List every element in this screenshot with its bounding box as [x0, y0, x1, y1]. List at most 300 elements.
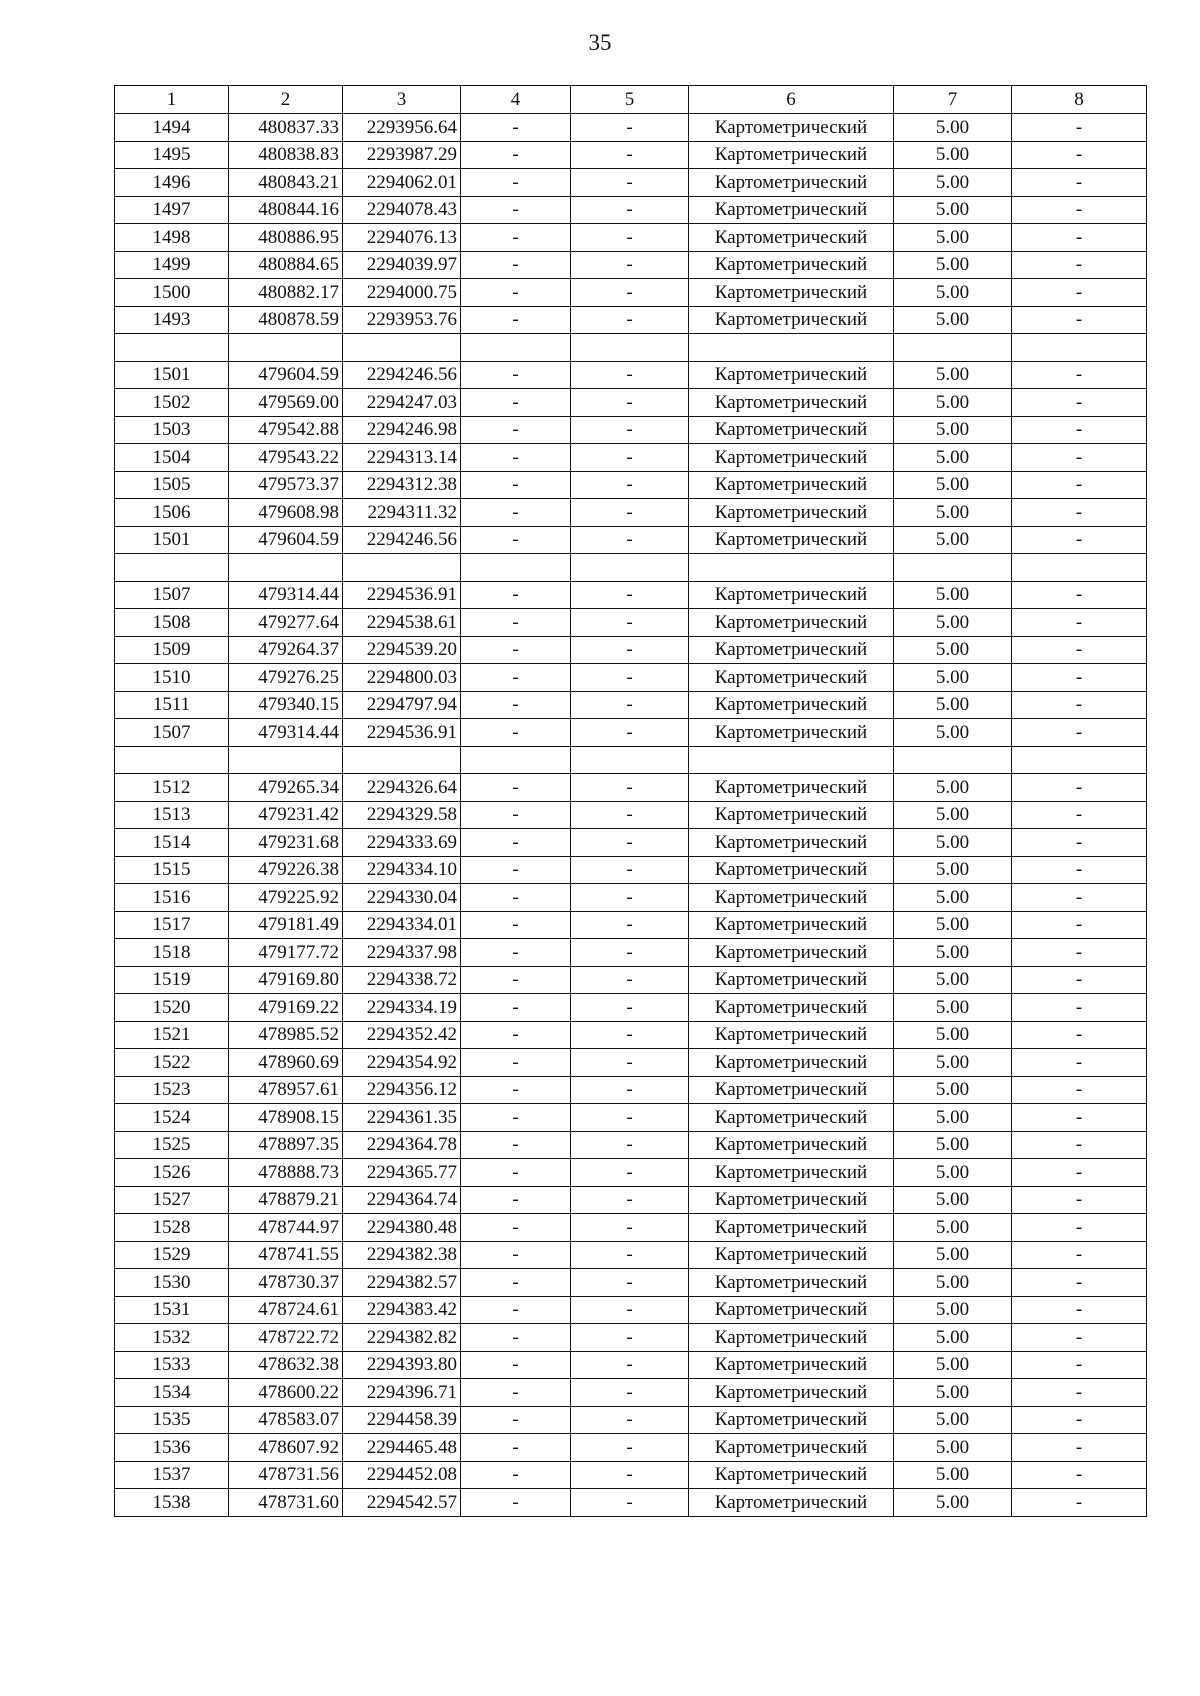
x-coordinate-cell: 479604.59 [229, 526, 343, 554]
table-row [115, 1489, 1147, 1517]
col-8-cell: - [1012, 1461, 1147, 1489]
method-cell: Картометрический [689, 911, 894, 939]
method-cell: Картометрический [689, 416, 894, 444]
col-5-cell: - [571, 774, 689, 802]
x-coordinate-cell: 478600.22 [229, 1379, 343, 1407]
accuracy-cell: 5.00 [894, 471, 1012, 499]
col-4-cell: - [461, 306, 571, 334]
method-cell: Картометрический [689, 1296, 894, 1324]
col-4-cell: - [461, 664, 571, 692]
point-number-cell: 1511 [115, 691, 229, 719]
point-number-cell: 1529 [115, 1241, 229, 1269]
col-8-cell: - [1012, 1076, 1147, 1104]
accuracy-cell [894, 334, 1012, 362]
table-row [115, 1406, 1147, 1434]
table-row [115, 389, 1147, 417]
point-number-cell: 1526 [115, 1159, 229, 1187]
col-8-cell: - [1012, 1049, 1147, 1077]
method-cell: Картометрический [689, 114, 894, 142]
x-coordinate-cell: 479542.88 [229, 416, 343, 444]
x-coordinate-cell [229, 334, 343, 362]
col-4-cell: - [461, 1296, 571, 1324]
col-5-cell: - [571, 1131, 689, 1159]
col-4-cell: - [461, 691, 571, 719]
point-number-cell: 1506 [115, 499, 229, 527]
col-8-cell: - [1012, 801, 1147, 829]
y-coordinate-cell: 2293987.29 [343, 141, 461, 169]
col-4-cell: - [461, 1434, 571, 1462]
accuracy-cell: 5.00 [894, 169, 1012, 197]
col-4-cell: - [461, 361, 571, 389]
point-number-cell: 1508 [115, 609, 229, 637]
col-5-cell [571, 554, 689, 582]
col-5-cell: - [571, 609, 689, 637]
col-8-cell: - [1012, 1159, 1147, 1187]
point-number-cell: 1536 [115, 1434, 229, 1462]
accuracy-cell: 5.00 [894, 1076, 1012, 1104]
col-4-cell: - [461, 526, 571, 554]
x-coordinate-cell: 479265.34 [229, 774, 343, 802]
accuracy-cell: 5.00 [894, 939, 1012, 967]
method-cell: Картометрический [689, 224, 894, 252]
point-number-cell: 1499 [115, 251, 229, 279]
col-8-cell [1012, 334, 1147, 362]
y-coordinate-cell: 2294000.75 [343, 279, 461, 307]
table-row [115, 636, 1147, 664]
x-coordinate-cell: 478722.72 [229, 1324, 343, 1352]
col-8-cell: - [1012, 141, 1147, 169]
col-5-cell: - [571, 526, 689, 554]
col-8-cell: - [1012, 774, 1147, 802]
col-8-cell: - [1012, 911, 1147, 939]
x-coordinate-cell: 479543.22 [229, 444, 343, 472]
point-number-cell: 1528 [115, 1214, 229, 1242]
col-5-cell: - [571, 829, 689, 857]
y-coordinate-cell: 2294382.82 [343, 1324, 461, 1352]
col-4-cell: - [461, 1241, 571, 1269]
table-row [115, 444, 1147, 472]
method-cell: Картометрический [689, 1186, 894, 1214]
method-cell: Картометрический [689, 1021, 894, 1049]
col-8-cell: - [1012, 1104, 1147, 1132]
method-cell: Картометрический [689, 1076, 894, 1104]
table-row [115, 1461, 1147, 1489]
y-coordinate-cell: 2294538.61 [343, 609, 461, 637]
point-number-cell: 1527 [115, 1186, 229, 1214]
col-8-cell: - [1012, 361, 1147, 389]
table-row [115, 1104, 1147, 1132]
header-cell-1: 1 [115, 86, 229, 114]
x-coordinate-cell: 478985.52 [229, 1021, 343, 1049]
accuracy-cell: 5.00 [894, 499, 1012, 527]
header-cell-7: 7 [894, 86, 1012, 114]
col-8-cell: - [1012, 939, 1147, 967]
table-row [115, 884, 1147, 912]
y-coordinate-cell [343, 554, 461, 582]
table-row [115, 581, 1147, 609]
y-coordinate-cell: 2294542.57 [343, 1489, 461, 1517]
method-cell: Картометрический [689, 636, 894, 664]
y-coordinate-cell: 2294062.01 [343, 169, 461, 197]
table-row [115, 114, 1147, 142]
col-4-cell: - [461, 1461, 571, 1489]
col-4-cell: - [461, 884, 571, 912]
x-coordinate-cell: 479276.25 [229, 664, 343, 692]
y-coordinate-cell: 2294364.74 [343, 1186, 461, 1214]
col-5-cell: - [571, 994, 689, 1022]
accuracy-cell: 5.00 [894, 994, 1012, 1022]
y-coordinate-cell: 2294364.78 [343, 1131, 461, 1159]
col-4-cell: - [461, 251, 571, 279]
accuracy-cell: 5.00 [894, 141, 1012, 169]
point-number-cell: 1514 [115, 829, 229, 857]
table-row [115, 251, 1147, 279]
point-number-cell: 1537 [115, 1461, 229, 1489]
y-coordinate-cell: 2294800.03 [343, 664, 461, 692]
accuracy-cell: 5.00 [894, 196, 1012, 224]
y-coordinate-cell: 2294338.72 [343, 966, 461, 994]
col-5-cell: - [571, 1461, 689, 1489]
y-coordinate-cell: 2294536.91 [343, 581, 461, 609]
accuracy-cell: 5.00 [894, 1296, 1012, 1324]
table-row [115, 1324, 1147, 1352]
accuracy-cell: 5.00 [894, 114, 1012, 142]
method-cell: Картометрический [689, 939, 894, 967]
x-coordinate-cell: 478731.60 [229, 1489, 343, 1517]
col-5-cell: - [571, 719, 689, 747]
point-number-cell: 1524 [115, 1104, 229, 1132]
accuracy-cell: 5.00 [894, 1214, 1012, 1242]
point-number-cell: 1530 [115, 1269, 229, 1297]
method-cell: Картометрический [689, 279, 894, 307]
y-coordinate-cell: 2294334.19 [343, 994, 461, 1022]
accuracy-cell: 5.00 [894, 1406, 1012, 1434]
col-5-cell: - [571, 884, 689, 912]
col-8-cell: - [1012, 526, 1147, 554]
point-number-cell: 1521 [115, 1021, 229, 1049]
col-4-cell: - [461, 196, 571, 224]
accuracy-cell: 5.00 [894, 1434, 1012, 1462]
accuracy-cell: 5.00 [894, 609, 1012, 637]
table-row [115, 939, 1147, 967]
col-5-cell: - [571, 856, 689, 884]
point-number-cell: 1512 [115, 774, 229, 802]
x-coordinate-cell: 478583.07 [229, 1406, 343, 1434]
x-coordinate-cell: 479231.42 [229, 801, 343, 829]
y-coordinate-cell: 2294312.38 [343, 471, 461, 499]
table-row [115, 196, 1147, 224]
point-number-cell: 1497 [115, 196, 229, 224]
col-5-cell: - [571, 1324, 689, 1352]
x-coordinate-cell: 479608.98 [229, 499, 343, 527]
accuracy-cell [894, 554, 1012, 582]
y-coordinate-cell: 2294354.92 [343, 1049, 461, 1077]
col-8-cell: - [1012, 224, 1147, 252]
table-row [115, 1131, 1147, 1159]
table-row [115, 1434, 1147, 1462]
col-4-cell: - [461, 609, 571, 637]
y-coordinate-cell: 2294326.64 [343, 774, 461, 802]
method-cell: Картометрический [689, 471, 894, 499]
table-row [115, 801, 1147, 829]
col-5-cell: - [571, 801, 689, 829]
accuracy-cell: 5.00 [894, 1269, 1012, 1297]
y-coordinate-cell: 2294337.98 [343, 939, 461, 967]
method-cell: Картометрический [689, 1324, 894, 1352]
point-number-cell: 1507 [115, 581, 229, 609]
col-4-cell: - [461, 1104, 571, 1132]
col-5-cell [571, 746, 689, 774]
col-5-cell: - [571, 1434, 689, 1462]
table-row [115, 1021, 1147, 1049]
table-row [115, 774, 1147, 802]
col-5-cell: - [571, 1241, 689, 1269]
y-coordinate-cell [343, 334, 461, 362]
accuracy-cell: 5.00 [894, 691, 1012, 719]
col-8-cell: - [1012, 1021, 1147, 1049]
method-cell: Картометрический [689, 801, 894, 829]
point-number-cell: 1496 [115, 169, 229, 197]
col-5-cell: - [571, 581, 689, 609]
col-8-cell: - [1012, 114, 1147, 142]
method-cell: Картометрический [689, 581, 894, 609]
point-number-cell: 1538 [115, 1489, 229, 1517]
y-coordinate-cell: 2294329.58 [343, 801, 461, 829]
table-row [115, 169, 1147, 197]
method-cell: Картометрический [689, 1269, 894, 1297]
col-8-cell [1012, 554, 1147, 582]
header-cell-2: 2 [229, 86, 343, 114]
accuracy-cell: 5.00 [894, 444, 1012, 472]
method-cell: Картометрический [689, 526, 894, 554]
col-5-cell: - [571, 499, 689, 527]
table-row [115, 1159, 1147, 1187]
accuracy-cell: 5.00 [894, 636, 1012, 664]
col-4-cell: - [461, 1021, 571, 1049]
col-4-cell: - [461, 856, 571, 884]
y-coordinate-cell: 2294078.43 [343, 196, 461, 224]
method-cell: Картометрический [689, 856, 894, 884]
method-cell: Картометрический [689, 774, 894, 802]
x-coordinate-cell: 478908.15 [229, 1104, 343, 1132]
col-4-cell: - [461, 499, 571, 527]
point-number-cell: 1513 [115, 801, 229, 829]
col-8-cell: - [1012, 691, 1147, 719]
accuracy-cell: 5.00 [894, 251, 1012, 279]
point-number-cell: 1507 [115, 719, 229, 747]
accuracy-cell: 5.00 [894, 1379, 1012, 1407]
col-5-cell: - [571, 196, 689, 224]
table-row [115, 1214, 1147, 1242]
table-row [115, 279, 1147, 307]
col-8-cell: - [1012, 1296, 1147, 1324]
table-row [115, 1049, 1147, 1077]
header-cell-5: 5 [571, 86, 689, 114]
col-4-cell: - [461, 581, 571, 609]
x-coordinate-cell: 479181.49 [229, 911, 343, 939]
point-number-cell: 1523 [115, 1076, 229, 1104]
col-4-cell: - [461, 444, 571, 472]
table-row [115, 306, 1147, 334]
col-8-cell: - [1012, 1406, 1147, 1434]
method-cell [689, 746, 894, 774]
table-row [115, 1241, 1147, 1269]
y-coordinate-cell: 2294465.48 [343, 1434, 461, 1462]
col-4-cell: - [461, 1406, 571, 1434]
table-row [115, 691, 1147, 719]
x-coordinate-cell: 480843.21 [229, 169, 343, 197]
x-coordinate-cell: 478897.35 [229, 1131, 343, 1159]
col-8-cell: - [1012, 636, 1147, 664]
method-cell [689, 554, 894, 582]
method-cell: Картометрический [689, 1406, 894, 1434]
table-row [115, 141, 1147, 169]
method-cell: Картометрический [689, 691, 894, 719]
col-8-cell: - [1012, 1186, 1147, 1214]
x-coordinate-cell: 480878.59 [229, 306, 343, 334]
col-5-cell: - [571, 1269, 689, 1297]
accuracy-cell: 5.00 [894, 1461, 1012, 1489]
col-8-cell: - [1012, 719, 1147, 747]
col-8-cell: - [1012, 1214, 1147, 1242]
accuracy-cell: 5.00 [894, 829, 1012, 857]
point-number-cell [115, 554, 229, 582]
y-coordinate-cell: 2294797.94 [343, 691, 461, 719]
col-8-cell: - [1012, 169, 1147, 197]
point-number-cell: 1500 [115, 279, 229, 307]
x-coordinate-cell: 479314.44 [229, 581, 343, 609]
method-cell: Картометрический [689, 966, 894, 994]
y-coordinate-cell: 2293956.64 [343, 114, 461, 142]
col-5-cell: - [571, 1214, 689, 1242]
x-coordinate-cell: 479169.22 [229, 994, 343, 1022]
col-4-cell: - [461, 636, 571, 664]
method-cell: Картометрический [689, 196, 894, 224]
col-4-cell: - [461, 389, 571, 417]
point-number-cell: 1503 [115, 416, 229, 444]
col-4-cell: - [461, 1049, 571, 1077]
accuracy-cell: 5.00 [894, 1104, 1012, 1132]
col-5-cell: - [571, 224, 689, 252]
accuracy-cell: 5.00 [894, 306, 1012, 334]
accuracy-cell [894, 746, 1012, 774]
col-5-cell: - [571, 1049, 689, 1077]
header-cell-3: 3 [343, 86, 461, 114]
table-row [115, 856, 1147, 884]
col-4-cell: - [461, 1214, 571, 1242]
method-cell: Картометрический [689, 1489, 894, 1517]
point-number-cell: 1502 [115, 389, 229, 417]
col-8-cell: - [1012, 1489, 1147, 1517]
col-8-cell: - [1012, 416, 1147, 444]
accuracy-cell: 5.00 [894, 581, 1012, 609]
x-coordinate-cell: 480886.95 [229, 224, 343, 252]
x-coordinate-cell: 478960.69 [229, 1049, 343, 1077]
method-cell: Картометрический [689, 389, 894, 417]
accuracy-cell: 5.00 [894, 1131, 1012, 1159]
col-8-cell: - [1012, 1241, 1147, 1269]
x-coordinate-cell [229, 746, 343, 774]
col-4-cell [461, 746, 571, 774]
col-5-cell: - [571, 691, 689, 719]
y-coordinate-cell [343, 746, 461, 774]
col-5-cell: - [571, 306, 689, 334]
point-number-cell [115, 334, 229, 362]
col-8-cell: - [1012, 1131, 1147, 1159]
table-row [115, 1379, 1147, 1407]
y-coordinate-cell: 2294458.39 [343, 1406, 461, 1434]
accuracy-cell: 5.00 [894, 801, 1012, 829]
coordinates-table [114, 85, 1147, 1517]
method-cell [689, 334, 894, 362]
x-coordinate-cell: 480844.16 [229, 196, 343, 224]
col-8-cell: - [1012, 1324, 1147, 1352]
col-5-cell: - [571, 1489, 689, 1517]
col-8-cell: - [1012, 499, 1147, 527]
col-5-cell: - [571, 471, 689, 499]
col-8-cell: - [1012, 966, 1147, 994]
header-cell-6: 6 [689, 86, 894, 114]
col-4-cell: - [461, 141, 571, 169]
col-5-cell: - [571, 141, 689, 169]
col-8-cell: - [1012, 444, 1147, 472]
accuracy-cell: 5.00 [894, 911, 1012, 939]
accuracy-cell: 5.00 [894, 1489, 1012, 1517]
x-coordinate-cell: 479169.80 [229, 966, 343, 994]
y-coordinate-cell: 2294383.42 [343, 1296, 461, 1324]
point-number-cell: 1501 [115, 361, 229, 389]
col-4-cell: - [461, 1489, 571, 1517]
col-4-cell: - [461, 471, 571, 499]
table-row [115, 994, 1147, 1022]
col-5-cell: - [571, 636, 689, 664]
table-row [115, 609, 1147, 637]
method-cell: Картометрический [689, 499, 894, 527]
x-coordinate-cell: 478731.56 [229, 1461, 343, 1489]
col-8-cell: - [1012, 389, 1147, 417]
y-coordinate-cell: 2294356.12 [343, 1076, 461, 1104]
accuracy-cell: 5.00 [894, 1021, 1012, 1049]
col-4-cell: - [461, 1351, 571, 1379]
y-coordinate-cell: 2294311.32 [343, 499, 461, 527]
col-8-cell: - [1012, 1379, 1147, 1407]
table-row [115, 1351, 1147, 1379]
table-row [115, 1296, 1147, 1324]
col-4-cell [461, 554, 571, 582]
x-coordinate-cell: 478744.97 [229, 1214, 343, 1242]
col-4-cell: - [461, 169, 571, 197]
col-4-cell: - [461, 801, 571, 829]
separator-row [115, 334, 1147, 362]
col-5-cell: - [571, 1296, 689, 1324]
col-4-cell: - [461, 1076, 571, 1104]
col-4-cell: - [461, 994, 571, 1022]
accuracy-cell: 5.00 [894, 416, 1012, 444]
col-8-cell: - [1012, 829, 1147, 857]
method-cell: Картометрический [689, 141, 894, 169]
table-header-row [115, 86, 1147, 114]
col-8-cell [1012, 746, 1147, 774]
col-4-cell: - [461, 1269, 571, 1297]
y-coordinate-cell: 2294247.03 [343, 389, 461, 417]
point-number-cell: 1504 [115, 444, 229, 472]
table-row [115, 1269, 1147, 1297]
point-number-cell: 1522 [115, 1049, 229, 1077]
accuracy-cell: 5.00 [894, 279, 1012, 307]
col-4-cell: - [461, 1159, 571, 1187]
point-number-cell: 1517 [115, 911, 229, 939]
table-row [115, 719, 1147, 747]
